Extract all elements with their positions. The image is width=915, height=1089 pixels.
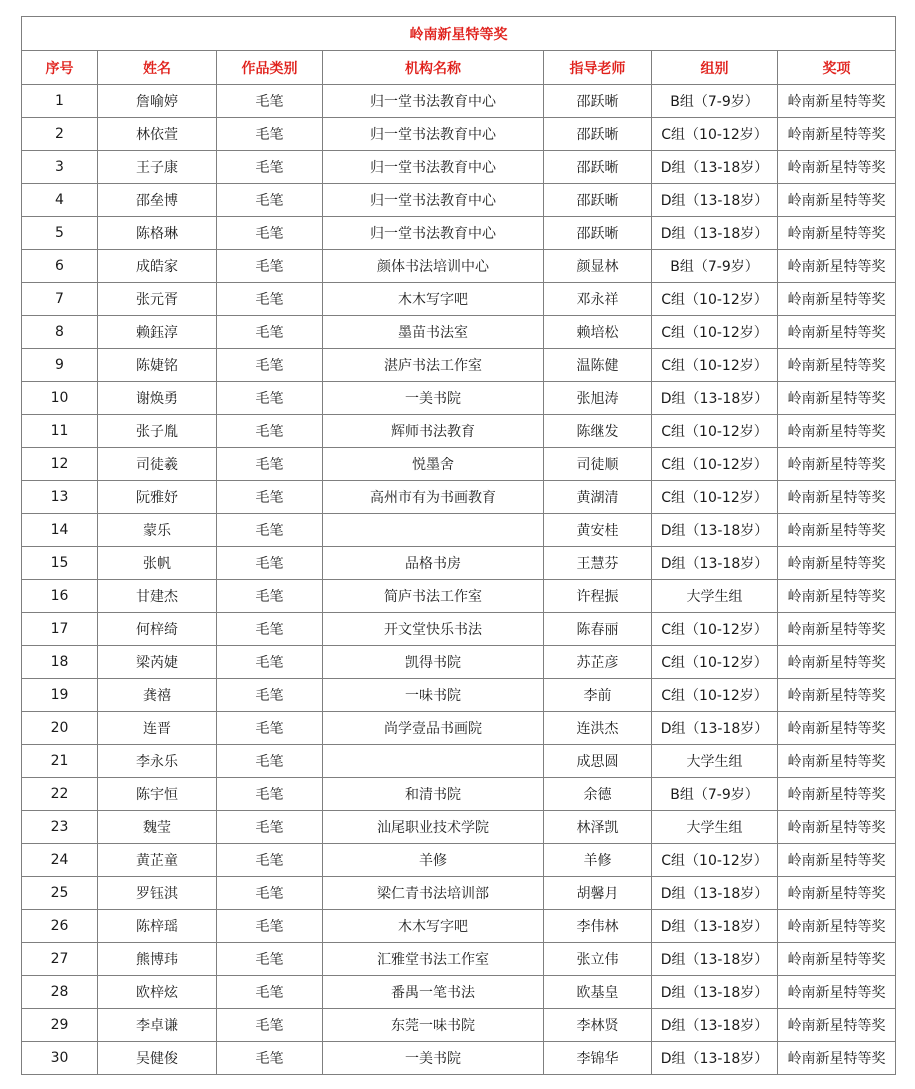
teacher-cell: 司徒顺 (544, 448, 652, 481)
institution-cell (323, 514, 544, 547)
name-cell: 吴健俊 (98, 1042, 217, 1075)
name-cell: 罗钰淇 (98, 877, 217, 910)
award-cell: 岭南新星特等奖 (778, 283, 896, 316)
group-cell: D组（13-18岁） (652, 1009, 778, 1042)
teacher-cell: 林泽凯 (544, 811, 652, 844)
teacher-cell: 陈春丽 (544, 613, 652, 646)
name-cell: 魏莹 (98, 811, 217, 844)
group-cell: D组（13-18岁） (652, 877, 778, 910)
index-cell: 2 (22, 118, 98, 151)
category-cell: 毛笔 (217, 712, 323, 745)
name-header: 姓名 (98, 51, 217, 85)
award-cell: 岭南新星特等奖 (778, 151, 896, 184)
table-row (22, 547, 896, 580)
institution-cell: 一美书院 (323, 382, 544, 415)
group-cell: D组（13-18岁） (652, 910, 778, 943)
institution-cell: 品格书房 (323, 547, 544, 580)
index-cell: 15 (22, 547, 98, 580)
group-cell: D组（13-18岁） (652, 382, 778, 415)
table-row (22, 118, 896, 151)
institution-cell: 汕尾职业技术学院 (323, 811, 544, 844)
institution-cell: 木木写字吧 (323, 283, 544, 316)
index-cell: 3 (22, 151, 98, 184)
teacher-cell: 成思圆 (544, 745, 652, 778)
teacher-cell: 连洪杰 (544, 712, 652, 745)
institution-cell: 悦墨舍 (323, 448, 544, 481)
group-cell: 大学生组 (652, 580, 778, 613)
award-cell: 岭南新星特等奖 (778, 184, 896, 217)
award-cell: 岭南新星特等奖 (778, 448, 896, 481)
institution-cell: 墨苗书法室 (323, 316, 544, 349)
award-cell: 岭南新星特等奖 (778, 613, 896, 646)
teacher-cell: 黄湖清 (544, 481, 652, 514)
index-cell: 20 (22, 712, 98, 745)
institution-cell: 归一堂书法教育中心 (323, 184, 544, 217)
award-cell: 岭南新星特等奖 (778, 547, 896, 580)
index-cell: 25 (22, 877, 98, 910)
teacher-cell: 邵跃晰 (544, 118, 652, 151)
teacher-cell: 李林贤 (544, 1009, 652, 1042)
group-cell: C组（10-12岁） (652, 415, 778, 448)
teacher-cell: 邵跃晰 (544, 217, 652, 250)
category-cell: 毛笔 (217, 1009, 323, 1042)
category-cell: 毛笔 (217, 151, 323, 184)
group-cell: D组（13-18岁） (652, 151, 778, 184)
name-cell: 梁芮婕 (98, 646, 217, 679)
table-row (22, 85, 896, 118)
award-cell: 岭南新星特等奖 (778, 877, 896, 910)
category-cell: 毛笔 (217, 679, 323, 712)
index-cell: 9 (22, 349, 98, 382)
award-cell: 岭南新星特等奖 (778, 1042, 896, 1075)
index-cell: 10 (22, 382, 98, 415)
table-row (22, 745, 896, 778)
category-cell: 毛笔 (217, 745, 323, 778)
institution-cell: 尚学壹品书画院 (323, 712, 544, 745)
category-cell: 毛笔 (217, 448, 323, 481)
table-row (22, 1042, 896, 1075)
group-cell: D组（13-18岁） (652, 184, 778, 217)
institution-cell: 归一堂书法教育中心 (323, 151, 544, 184)
category-cell: 毛笔 (217, 217, 323, 250)
index-cell: 19 (22, 679, 98, 712)
category-cell: 毛笔 (217, 118, 323, 151)
table-row (22, 679, 896, 712)
index-cell: 18 (22, 646, 98, 679)
index-cell: 12 (22, 448, 98, 481)
award-cell: 岭南新星特等奖 (778, 481, 896, 514)
index-cell: 17 (22, 613, 98, 646)
institution-cell: 番禺一笔书法 (323, 976, 544, 1009)
institution-cell: 东莞一味书院 (323, 1009, 544, 1042)
name-cell: 甘建杰 (98, 580, 217, 613)
award-cell: 岭南新星特等奖 (778, 415, 896, 448)
award-table (21, 16, 896, 1075)
name-cell: 何梓绮 (98, 613, 217, 646)
table-row (22, 184, 896, 217)
teacher-cell: 李伟林 (544, 910, 652, 943)
teacher-cell: 羊修 (544, 844, 652, 877)
category-cell: 毛笔 (217, 1042, 323, 1075)
group-header: 组别 (652, 51, 778, 85)
award-cell: 岭南新星特等奖 (778, 844, 896, 877)
table-row (22, 481, 896, 514)
index-cell: 28 (22, 976, 98, 1009)
table-body (22, 85, 896, 1075)
index-cell: 7 (22, 283, 98, 316)
table-row (22, 976, 896, 1009)
award-cell: 岭南新星特等奖 (778, 85, 896, 118)
group-cell: B组（7-9岁） (652, 778, 778, 811)
institution-cell: 汇雅堂书法工作室 (323, 943, 544, 976)
index-cell: 24 (22, 844, 98, 877)
award-cell: 岭南新星特等奖 (778, 778, 896, 811)
institution-cell: 简庐书法工作室 (323, 580, 544, 613)
teacher-cell: 张立伟 (544, 943, 652, 976)
index-cell: 22 (22, 778, 98, 811)
index-cell: 23 (22, 811, 98, 844)
name-cell: 陈婕铭 (98, 349, 217, 382)
category-cell: 毛笔 (217, 250, 323, 283)
institution-cell: 颜体书法培训中心 (323, 250, 544, 283)
award-cell: 岭南新星特等奖 (778, 514, 896, 547)
institution-cell: 一美书院 (323, 1042, 544, 1075)
name-cell: 张帆 (98, 547, 217, 580)
table-row (22, 613, 896, 646)
award-cell: 岭南新星特等奖 (778, 646, 896, 679)
award-cell: 岭南新星特等奖 (778, 811, 896, 844)
category-cell: 毛笔 (217, 283, 323, 316)
table-row (22, 778, 896, 811)
category-cell: 毛笔 (217, 811, 323, 844)
award-cell: 岭南新星特等奖 (778, 580, 896, 613)
teacher-cell: 邵跃晰 (544, 85, 652, 118)
group-cell: D组（13-18岁） (652, 514, 778, 547)
name-cell: 司徒羲 (98, 448, 217, 481)
table-row (22, 943, 896, 976)
category-cell: 毛笔 (217, 85, 323, 118)
category-cell: 毛笔 (217, 547, 323, 580)
name-cell: 张子胤 (98, 415, 217, 448)
group-cell: D组（13-18岁） (652, 943, 778, 976)
award-header: 奖项 (778, 51, 896, 85)
teacher-cell: 张旭涛 (544, 382, 652, 415)
index-cell: 5 (22, 217, 98, 250)
award-cell: 岭南新星特等奖 (778, 1009, 896, 1042)
institution-cell (323, 745, 544, 778)
institution-cell: 高州市有为书画教育 (323, 481, 544, 514)
institution-cell: 归一堂书法教育中心 (323, 85, 544, 118)
index-cell: 21 (22, 745, 98, 778)
name-cell: 黄芷童 (98, 844, 217, 877)
table-row (22, 382, 896, 415)
index-cell: 27 (22, 943, 98, 976)
group-cell: D组（13-18岁） (652, 1042, 778, 1075)
teacher-cell: 颜显林 (544, 250, 652, 283)
title-row (22, 17, 896, 51)
name-cell: 蒙乐 (98, 514, 217, 547)
teacher-cell: 李锦华 (544, 1042, 652, 1075)
teacher-cell: 邓永祥 (544, 283, 652, 316)
group-cell: C组（10-12岁） (652, 118, 778, 151)
award-cell: 岭南新星特等奖 (778, 250, 896, 283)
group-cell: C组（10-12岁） (652, 448, 778, 481)
award-cell: 岭南新星特等奖 (778, 910, 896, 943)
table-row (22, 316, 896, 349)
teacher-cell: 欧基皇 (544, 976, 652, 1009)
index-cell: 1 (22, 85, 98, 118)
category-cell: 毛笔 (217, 910, 323, 943)
teacher-cell: 余德 (544, 778, 652, 811)
group-cell: D组（13-18岁） (652, 547, 778, 580)
index-cell: 14 (22, 514, 98, 547)
institution-cell: 梁仁青书法培训部 (323, 877, 544, 910)
group-cell: C组（10-12岁） (652, 844, 778, 877)
table-row (22, 580, 896, 613)
name-cell: 阮雅妤 (98, 481, 217, 514)
category-cell: 毛笔 (217, 613, 323, 646)
institution-cell: 湛庐书法工作室 (323, 349, 544, 382)
teacher-cell: 许程振 (544, 580, 652, 613)
name-cell: 谢焕勇 (98, 382, 217, 415)
teacher-header: 指导老师 (544, 51, 652, 85)
institution-cell: 和清书院 (323, 778, 544, 811)
name-cell: 连晋 (98, 712, 217, 745)
index-cell: 13 (22, 481, 98, 514)
teacher-cell: 邵跃晰 (544, 151, 652, 184)
award-cell: 岭南新星特等奖 (778, 976, 896, 1009)
group-cell: C组（10-12岁） (652, 679, 778, 712)
name-cell: 李卓谦 (98, 1009, 217, 1042)
category-cell: 毛笔 (217, 514, 323, 547)
group-cell: D组（13-18岁） (652, 976, 778, 1009)
name-cell: 赖鈺淳 (98, 316, 217, 349)
category-cell: 毛笔 (217, 877, 323, 910)
teacher-cell: 李前 (544, 679, 652, 712)
teacher-cell: 邵跃晰 (544, 184, 652, 217)
award-cell: 岭南新星特等奖 (778, 217, 896, 250)
table-row (22, 646, 896, 679)
category-cell: 毛笔 (217, 415, 323, 448)
group-cell: C组（10-12岁） (652, 613, 778, 646)
table-row (22, 844, 896, 877)
name-cell: 陈宇恒 (98, 778, 217, 811)
index-cell: 4 (22, 184, 98, 217)
category-cell: 毛笔 (217, 382, 323, 415)
table-row (22, 1009, 896, 1042)
group-cell: 大学生组 (652, 745, 778, 778)
award-cell: 岭南新星特等奖 (778, 349, 896, 382)
table-row (22, 283, 896, 316)
award-cell: 岭南新星特等奖 (778, 943, 896, 976)
institution-cell: 归一堂书法教育中心 (323, 118, 544, 151)
table-row (22, 877, 896, 910)
name-cell: 邵垒博 (98, 184, 217, 217)
name-cell: 李永乐 (98, 745, 217, 778)
category-cell: 毛笔 (217, 580, 323, 613)
award-cell: 岭南新星特等奖 (778, 712, 896, 745)
award-cell: 岭南新星特等奖 (778, 316, 896, 349)
institution-cell: 凯得书院 (323, 646, 544, 679)
index-cell: 29 (22, 1009, 98, 1042)
group-cell: C组（10-12岁） (652, 316, 778, 349)
teacher-cell: 陈继发 (544, 415, 652, 448)
teacher-cell: 赖培松 (544, 316, 652, 349)
category-cell: 毛笔 (217, 316, 323, 349)
group-cell: C组（10-12岁） (652, 646, 778, 679)
name-cell: 熊博玮 (98, 943, 217, 976)
table-row (22, 415, 896, 448)
index-cell: 11 (22, 415, 98, 448)
group-cell: D组（13-18岁） (652, 217, 778, 250)
institution-cell: 辉师书法教育 (323, 415, 544, 448)
table-row (22, 448, 896, 481)
name-cell: 陈梓瑶 (98, 910, 217, 943)
table-row (22, 250, 896, 283)
group-cell: 大学生组 (652, 811, 778, 844)
group-cell: B组（7-9岁） (652, 85, 778, 118)
index-cell: 6 (22, 250, 98, 283)
group-cell: D组（13-18岁） (652, 712, 778, 745)
award-cell: 岭南新星特等奖 (778, 679, 896, 712)
table-row (22, 712, 896, 745)
name-cell: 成皓家 (98, 250, 217, 283)
institution-cell: 木木写字吧 (323, 910, 544, 943)
category-cell: 毛笔 (217, 778, 323, 811)
teacher-cell: 温陈健 (544, 349, 652, 382)
group-cell: C组（10-12岁） (652, 481, 778, 514)
name-cell: 林依萱 (98, 118, 217, 151)
index-cell: 30 (22, 1042, 98, 1075)
teacher-cell: 苏芷彦 (544, 646, 652, 679)
award-cell: 岭南新星特等奖 (778, 118, 896, 151)
institution-cell: 一味书院 (323, 679, 544, 712)
award-cell: 岭南新星特等奖 (778, 382, 896, 415)
award-cell: 岭南新星特等奖 (778, 745, 896, 778)
category-cell: 毛笔 (217, 646, 323, 679)
category-cell: 毛笔 (217, 184, 323, 217)
category-cell: 毛笔 (217, 943, 323, 976)
name-cell: 欧梓炫 (98, 976, 217, 1009)
institution-header: 机构名称 (323, 51, 544, 85)
category-cell: 毛笔 (217, 976, 323, 1009)
name-cell: 詹喻婷 (98, 85, 217, 118)
category-cell: 毛笔 (217, 481, 323, 514)
teacher-cell: 王慧芬 (544, 547, 652, 580)
table-row (22, 151, 896, 184)
index-cell: 16 (22, 580, 98, 613)
category-cell: 毛笔 (217, 349, 323, 382)
index-cell: 26 (22, 910, 98, 943)
index-cell: 8 (22, 316, 98, 349)
teacher-cell: 胡馨月 (544, 877, 652, 910)
table-row (22, 910, 896, 943)
institution-cell: 羊修 (323, 844, 544, 877)
table-row (22, 349, 896, 382)
category-header: 作品类别 (217, 51, 323, 85)
name-cell: 张元胥 (98, 283, 217, 316)
institution-cell: 归一堂书法教育中心 (323, 217, 544, 250)
table-row (22, 514, 896, 547)
group-cell: C组（10-12岁） (652, 283, 778, 316)
teacher-cell: 黄安桂 (544, 514, 652, 547)
table-row (22, 217, 896, 250)
header-row (22, 51, 896, 85)
institution-cell: 开文堂快乐书法 (323, 613, 544, 646)
name-cell: 陈格琳 (98, 217, 217, 250)
table-title: 岭南新星特等奖 (22, 17, 896, 51)
table-row (22, 811, 896, 844)
group-cell: B组（7-9岁） (652, 250, 778, 283)
category-cell: 毛笔 (217, 844, 323, 877)
group-cell: C组（10-12岁） (652, 349, 778, 382)
index-header: 序号 (22, 51, 98, 85)
name-cell: 王子康 (98, 151, 217, 184)
name-cell: 龚禧 (98, 679, 217, 712)
